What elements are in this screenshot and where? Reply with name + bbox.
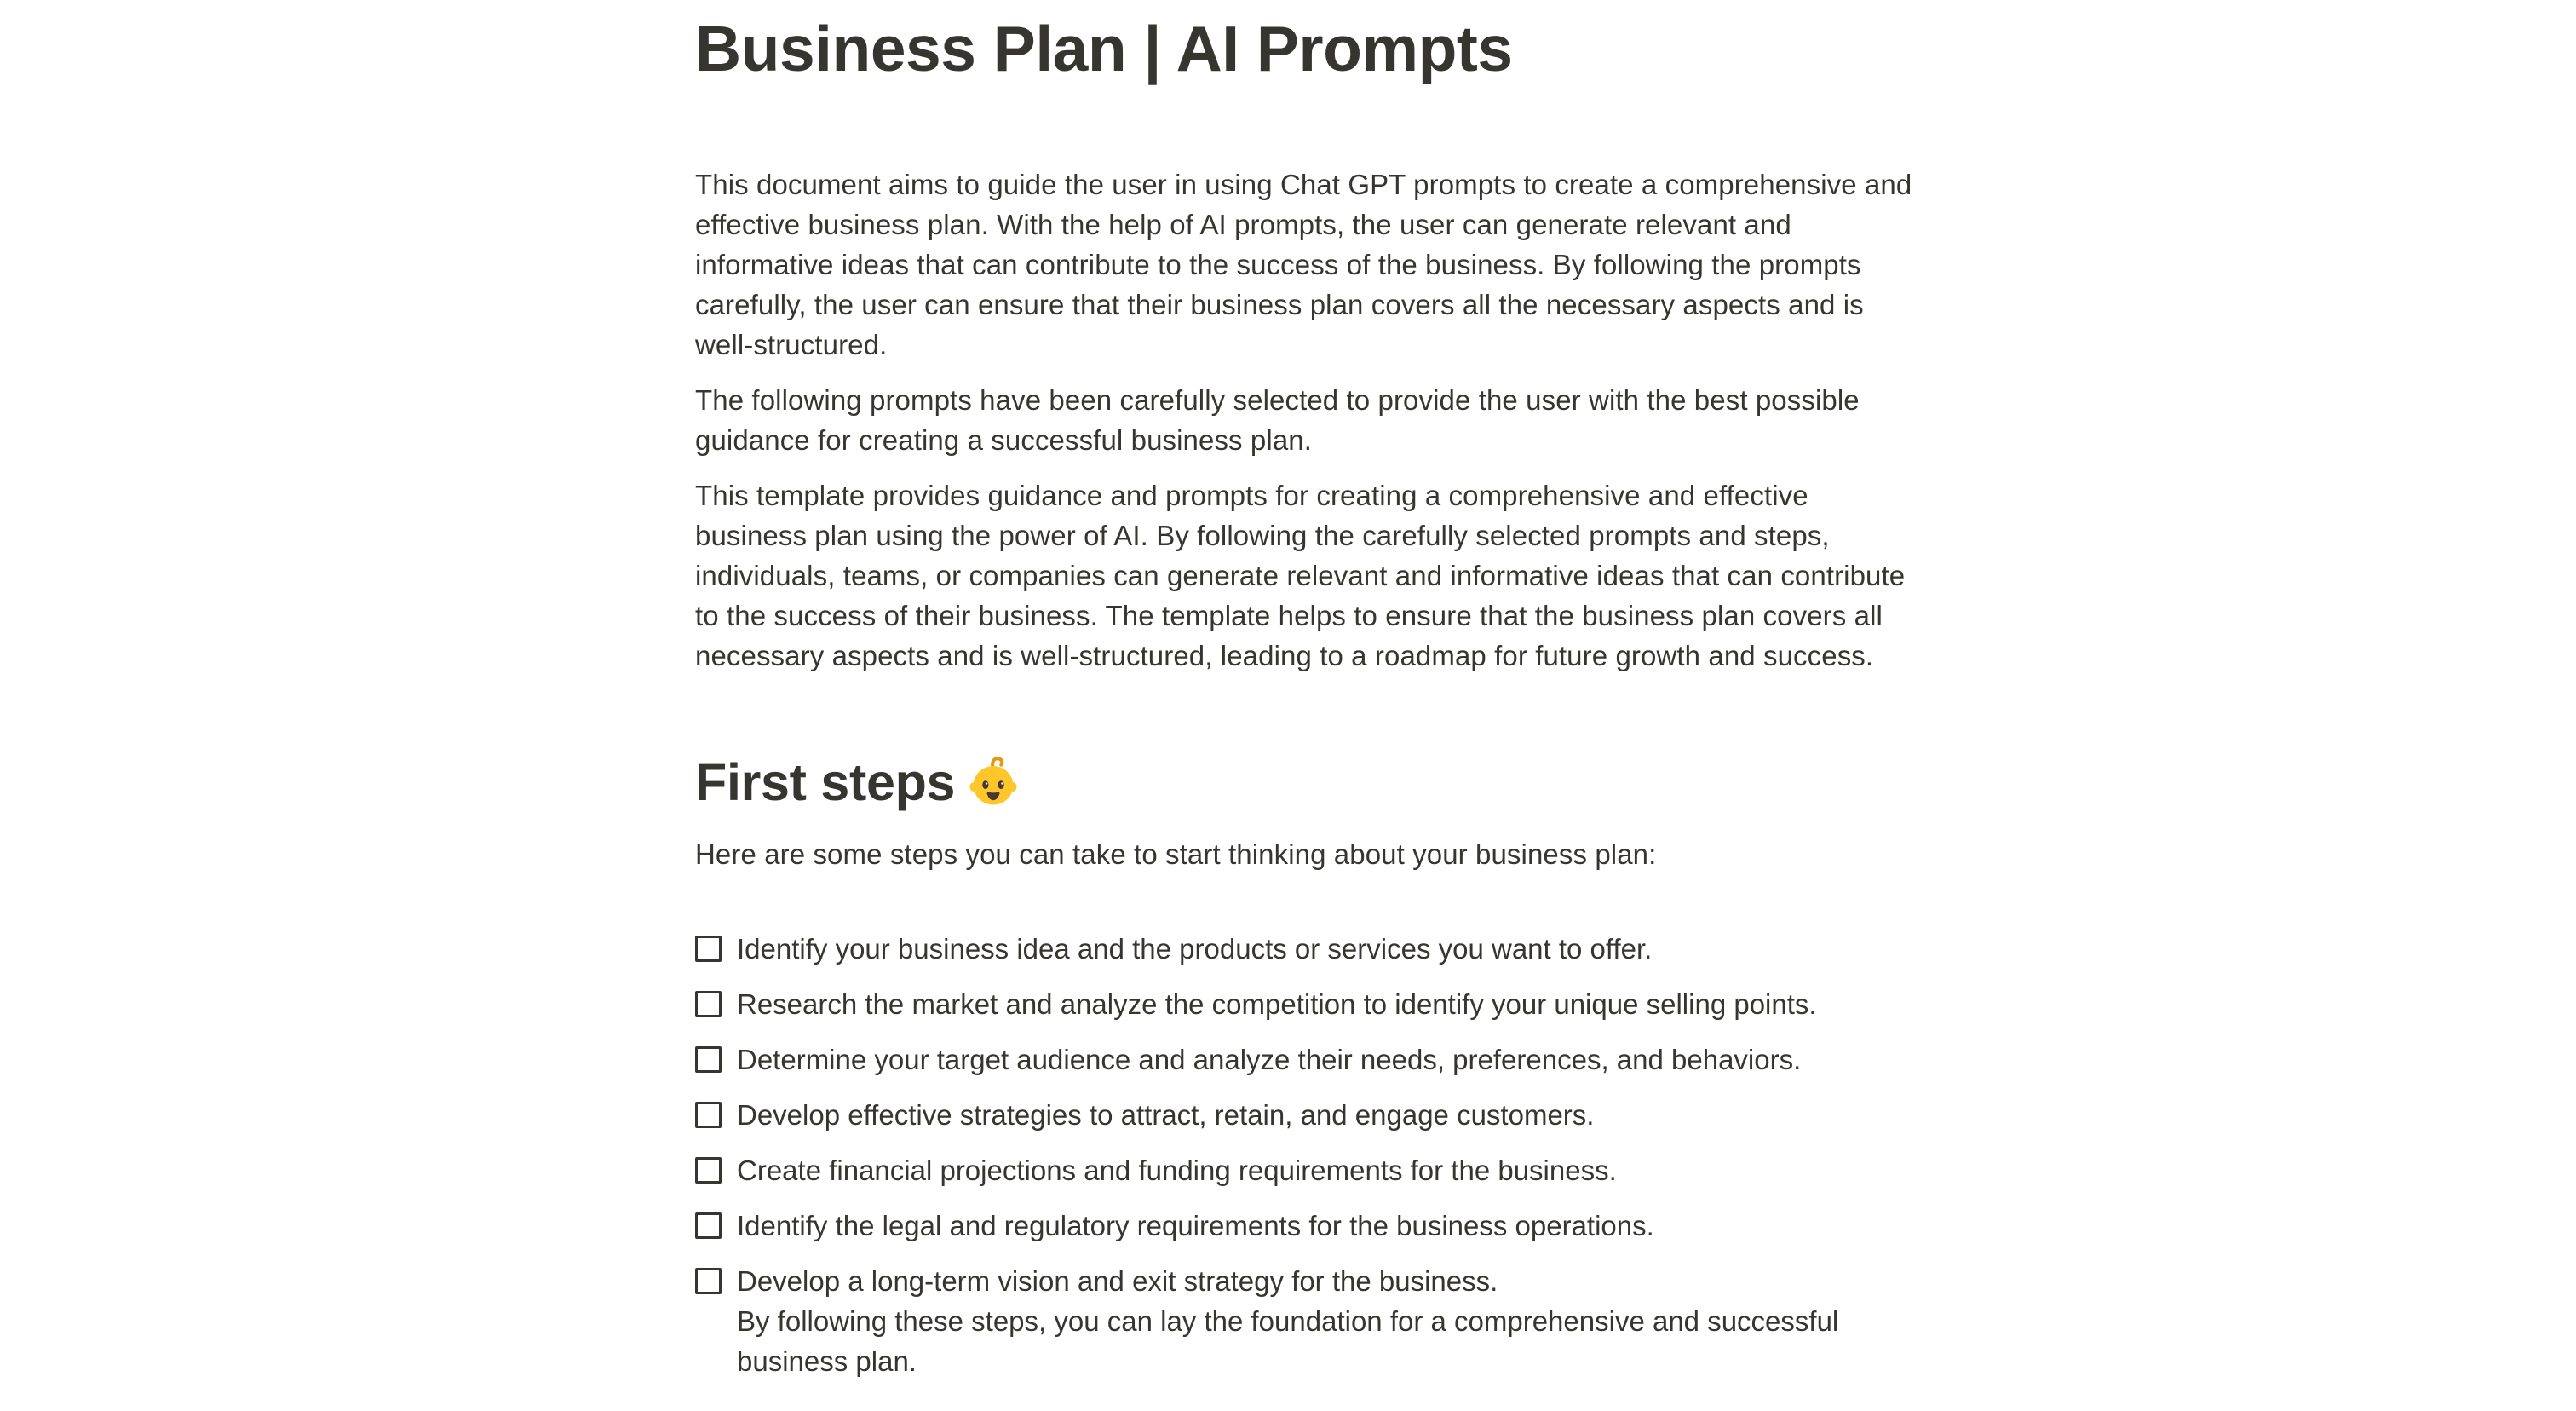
checkbox-unchecked-icon[interactable] [695, 936, 722, 962]
todo-item [695, 929, 1913, 969]
checkbox-unchecked-icon[interactable] [695, 1046, 722, 1073]
baby-emoji-icon [967, 756, 1020, 809]
todo-label: Identify your business idea and the products or services you want to offer. [737, 933, 1653, 965]
section-heading [695, 750, 1913, 815]
todo-item [695, 1040, 1913, 1080]
todo-item [695, 1206, 1913, 1246]
todo-label: Research the market and analyze the competition to identify your unique selling points. [737, 988, 1817, 1020]
checkbox-unchecked-icon[interactable] [695, 1212, 722, 1239]
todo-item [695, 984, 1913, 1024]
todo-item [695, 1095, 1913, 1135]
todo-note: By following these steps, you can lay the foundation for a comprehensive and successful business plan. [737, 1305, 1839, 1377]
intro-paragraph-3: This template provides guidance and prompts for creating a comprehensive and effective business plan using the power of AI. By following the carefully selected prompts and steps, individuals, teams, or companies can generate relevant and informative ideas that can contribute to the success of their business. The template helps to ensure that the business plan covers all necessary aspects and is well-structured, leading to a roadmap for future growth and success. [695, 480, 1906, 671]
todo-label: Create financial projections and funding requirements for the business. [737, 1155, 1617, 1186]
todo-label: Develop effective strategies to attract, retain, and engage customers. [737, 1099, 1595, 1131]
content-column [695, 9, 1913, 1381]
document-page [0, 9, 2576, 1381]
intro-paragraph-2: The following prompts have been carefully selected to provide the user with the best possible guidance for creating a successful business plan. [695, 384, 1860, 456]
checkbox-unchecked-icon[interactable] [695, 991, 722, 1017]
todo-list [695, 929, 1913, 1381]
page-title [695, 9, 1913, 89]
intro-paragraph-1: This document aims to guide the user in using Chat GPT prompts to create a comprehensive and effective business plan. With the help of AI prompts, the user can generate relevant and informative ideas that can contribute to the success of the business. By following the prompts carefully, the user can ensure that their business plan covers all the necessary aspects and is well-structured. [695, 169, 1912, 360]
todo-item [695, 1150, 1913, 1190]
page-title-text: Business Plan | AI Prompts [695, 13, 1513, 84]
section-lead: Here are some steps you can take to start thinking about your business plan: [695, 838, 1657, 870]
todo-label: Identify the legal and regulatory requirements for the business operations. [737, 1210, 1654, 1241]
todo-item [695, 1261, 1913, 1381]
section-heading-text: First steps [695, 753, 956, 811]
checkbox-unchecked-icon[interactable] [695, 1157, 722, 1184]
todo-label: Determine your target audience and analyze their needs, preferences, and behaviors. [737, 1044, 1802, 1075]
todo-label: Develop a long-term vision and exit strategy for the business. [737, 1265, 1498, 1297]
todo-label-group [737, 1261, 1913, 1381]
checkbox-unchecked-icon[interactable] [695, 1102, 722, 1128]
checkbox-unchecked-icon[interactable] [695, 1268, 722, 1294]
